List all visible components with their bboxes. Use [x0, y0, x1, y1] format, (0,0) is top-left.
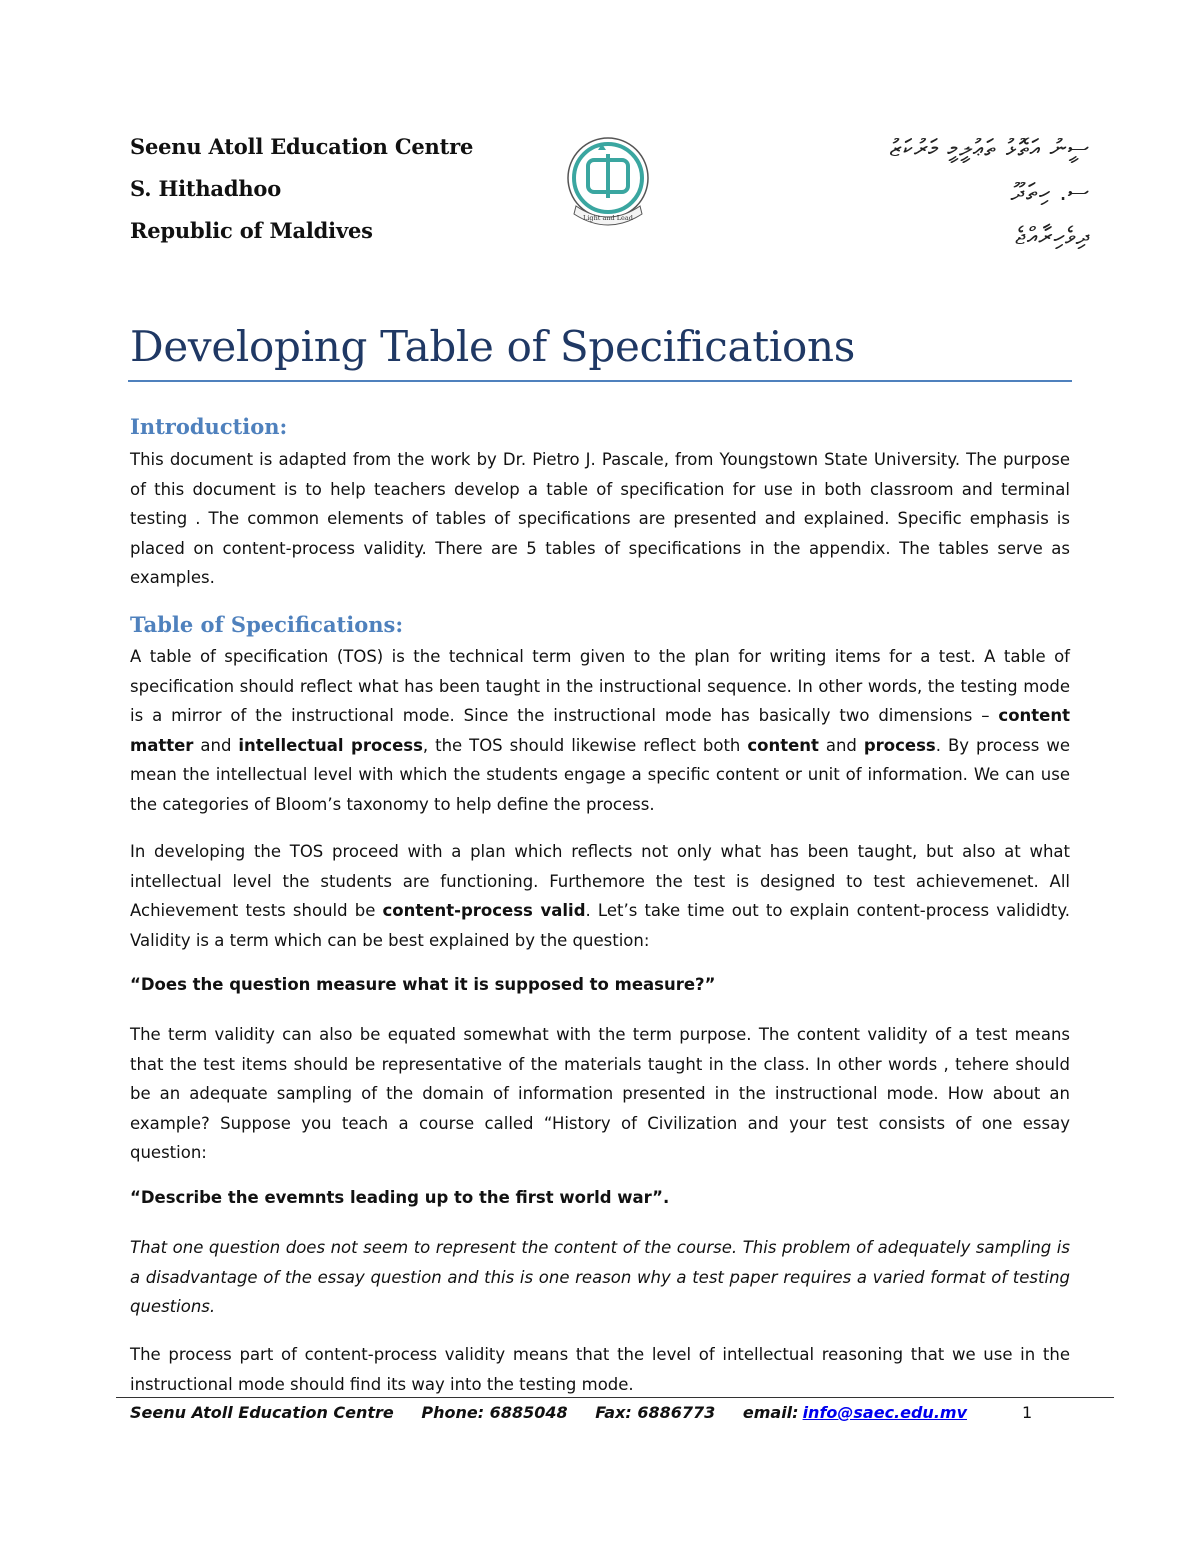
footer-email-link[interactable]: info@saec.edu.mv — [802, 1403, 967, 1422]
org-country: Republic of Maldives — [130, 218, 373, 243]
org-name: Seenu Atoll Education Centre — [130, 134, 474, 159]
dhivehi-org-name: ސީނު އަތޮޅު ތަޢުލީމީ މަރުކަޒު — [889, 134, 1090, 162]
footer — [130, 1403, 1070, 1422]
org-location: S. Hithadhoo — [130, 176, 281, 201]
page-number: 1 — [1022, 1403, 1033, 1422]
tos-paragraph-3: The term validity can also be equated somewhat with the term purpose. The content validity of a test means that the test items should be representative of the materials taught in the class. In other words , tehere should be an adequate sampling of the domain of information presented in the instructional mode. How about an example? Suppose you teach a course called “History of Civilization and your test consists of one essay question: — [130, 1025, 1070, 1162]
footer-divider — [116, 1397, 1114, 1398]
tos-paragraph-5: The process part of content-process validity means that the level of intellectual reasoning that we use in the instructional mode should find its way into the testing mode. — [130, 1345, 1070, 1394]
footer-fax: Fax: 6886773 — [595, 1403, 716, 1422]
tos-paragraph-4: That one question does not seem to represent the content of the course. This problem of adequately sampling is a disadvantage of the essay question and this is one reason why a test paper requires a varied format of testing questions. — [130, 1238, 1070, 1316]
document-title: Developing Table of Specifications — [130, 322, 855, 371]
tos-paragraph-2: In developing the TOS proceed with a plan which reflects not only what has been taught, but also at what intellectual level the students are functioning. Furthemore the test is designed to test achievemenet. All Achievement tests should be content-process valid. Let’s take time out to explain content-process valididty. Validity is a term which can be best explained by the question: — [130, 842, 1071, 950]
dhivehi-address-block — [890, 128, 1090, 260]
quote-validity-question: “Does the question measure what it is supposed to measure?” — [130, 975, 716, 994]
dhivehi-location: ސ. ހިތަދޫ — [1010, 178, 1090, 206]
dhivehi-country: ދިވެހިރާއްޖެ — [1015, 222, 1090, 250]
footer-phone: Phone: 6885048 — [421, 1403, 568, 1422]
quote-essay-question: “Describe the evemnts leading up to the first world war”. — [130, 1188, 670, 1207]
svg-text:Light and Lead: Light and Lead — [583, 214, 633, 222]
tos-heading: Table of Specifications: — [130, 612, 404, 637]
title-underline — [128, 380, 1072, 382]
school-logo — [562, 132, 654, 238]
tos-paragraph-1: A table of specification (TOS) is the technical term given to the plan for writing items for a test. A table of specification should reflect what has been taught in the instructional sequence. In other words, the testing mode is a mirror of the instructional mode. Since the instructional mode has basically two dimensions – content matter and intellectual process, the TOS should likewise reflect both content and process. By process we mean the intellectual level with which the students engage a specific content or unit of information. We can use the categories of Bloom’s taxonomy to help define the process. — [130, 647, 1070, 814]
footer-email-label: email: — [742, 1403, 799, 1422]
intro-heading: Introduction: — [130, 414, 288, 439]
org-address-block — [130, 132, 473, 258]
footer-org: Seenu Atoll Education Centre — [130, 1403, 394, 1422]
intro-paragraph: This document is adapted from the work by Dr. Pietro J. Pascale, from Youngstown State University. The purpose of this document is to help teachers develop a table of specification for use in both classroom and terminal testing . The common elements of tables of specifications are presented and explained. Specific emphasis is placed on content-process validity. There are 5 tables of specifications in the appendix. The tables serve as examples. — [130, 450, 1070, 587]
